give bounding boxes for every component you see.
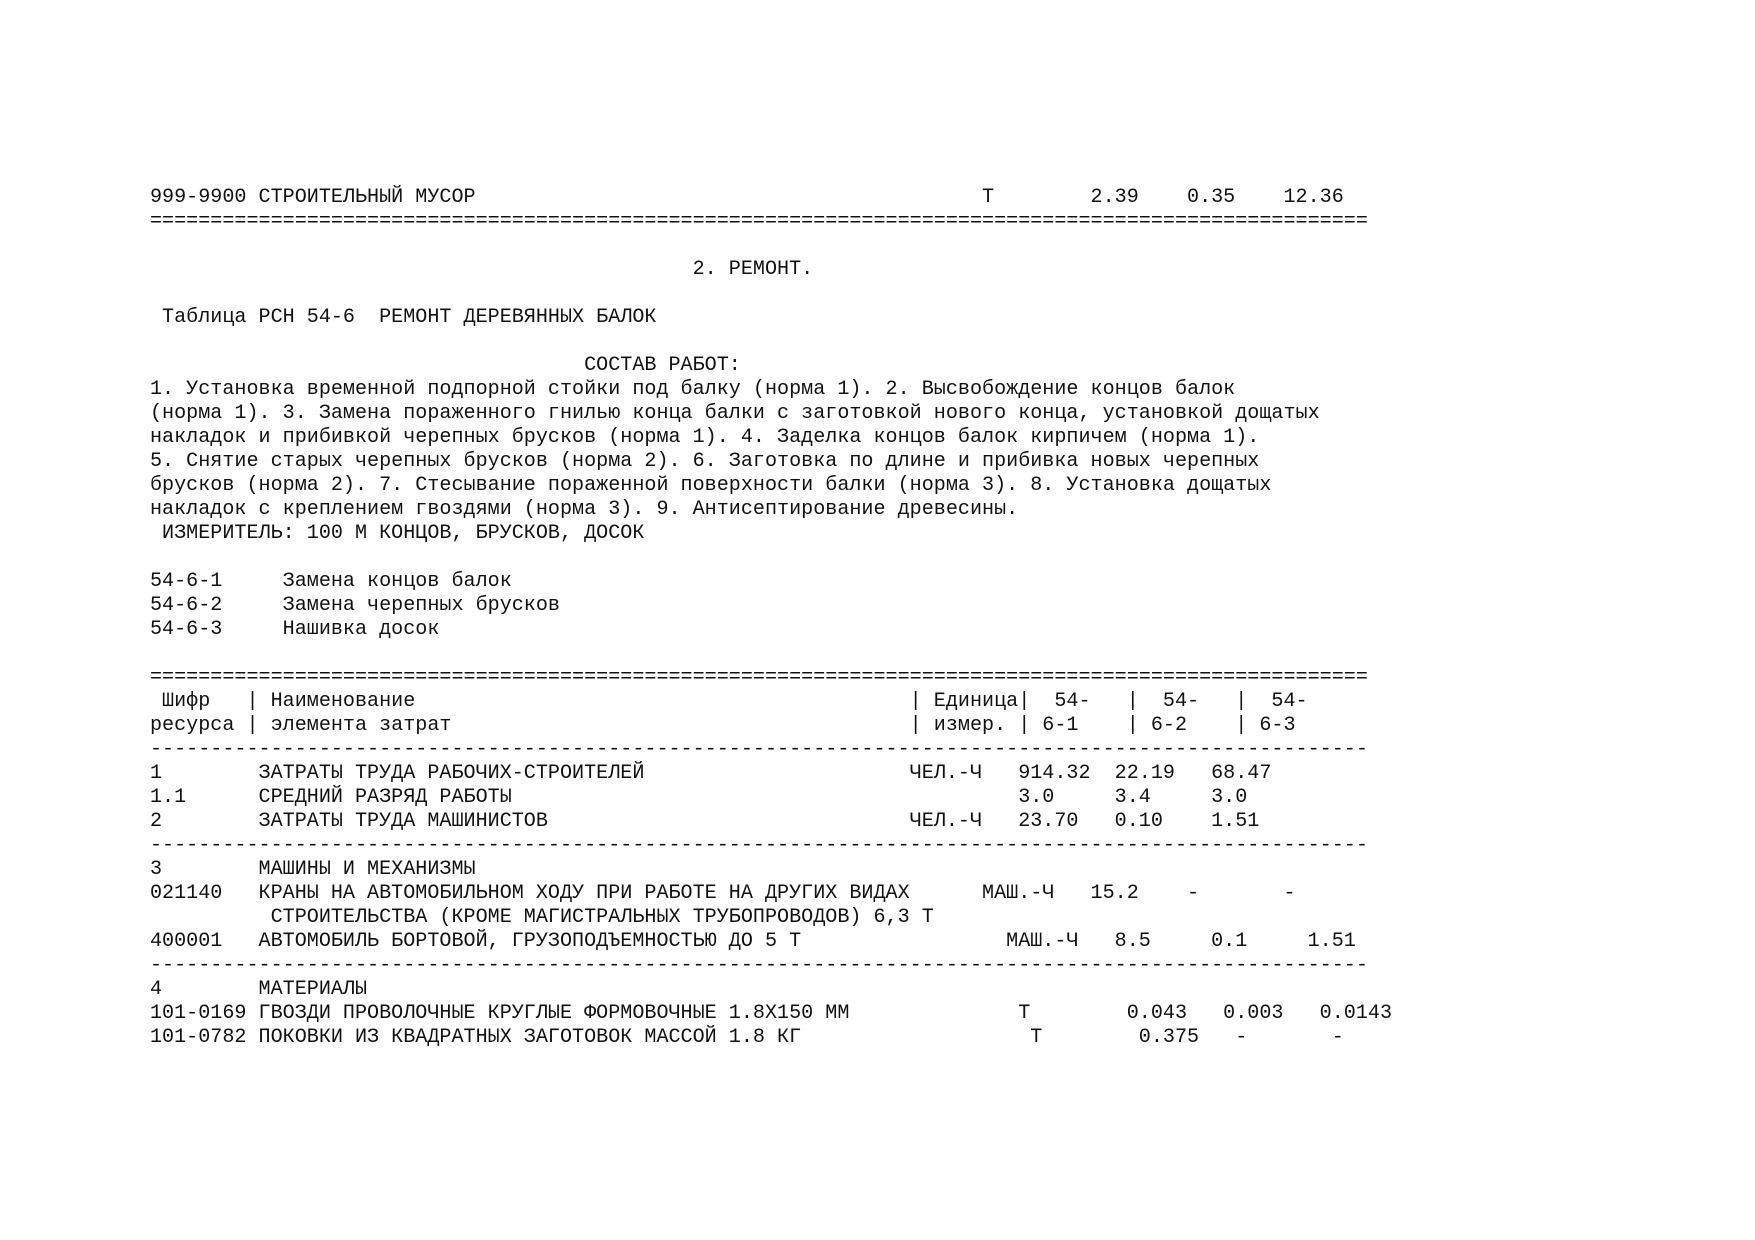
norm-item: 54-6-2 Замена черепных брусков [150,594,560,617]
table-row: 101-0169 ГВОЗДИ ПРОВОЛОЧНЫЕ КРУГЛЫЕ ФОРМОВОЧНЫЕ 1.8Х150 ММ Т 0.043 0.003 0.0143 [150,1002,1392,1025]
section-title: 2. РЕМОНТ. [150,258,814,281]
table-row: 1.1 СРЕДНИЙ РАЗРЯД РАБОТЫ 3.0 3.4 3.0 [150,786,1248,809]
table-row: 2 ЗАТРАТЫ ТРУДА МАШИНИСТОВ ЧЕЛ.-Ч 23.70 0.10 1.51 [150,810,1260,833]
work-description-line: 5. Снятие старых черепных брусков (норма 2). 6. Заготовка по длине и прибивка новых черепных [150,450,1260,473]
work-description-line: накладок и прибивкой черепных брусков (норма 1). 4. Заделка концов балок кирпичем (норма 1). [150,426,1260,449]
table-row: 3 МАШИНЫ И МЕХАНИЗМЫ [150,858,476,881]
table-caption: Таблица РСН 54-6 РЕМОНТ ДЕРЕВЯННЫХ БАЛОК [150,306,657,329]
work-description-line: (норма 1). 3. Замена пораженного гнилью конца балки с заготовкой нового конца, установкой дощатых [150,402,1320,425]
norm-item: 54-6-3 Нашивка досок [150,618,440,641]
work-composition-heading: СОСТАВ РАБОТ: [150,354,741,377]
dashed-rule: ----------------------------------------------------------------------------------------------------- [150,834,1368,857]
double-rule: ===================================================================================================== [150,666,1368,689]
table-header-line: Шифр | Наименование | Единица| 54- | 54- | 54- [150,690,1308,713]
work-description-line: 1. Установка временной подпорной стойки под балку (норма 1). 2. Высвобождение концов балок [150,378,1236,401]
work-description-line: накладок с креплением гвоздями (норма 3). 9. Антисептирование древесины. [150,498,1019,521]
dashed-rule: ----------------------------------------------------------------------------------------------------- [150,954,1368,977]
table-row: 400001 АВТОМОБИЛЬ БОРТОВОЙ, ГРУЗОПОДЪЕМНОСТЬЮ ДО 5 Т МАШ.-Ч 8.5 0.1 1.51 [150,930,1356,953]
table-row: 1 ЗАТРАТЫ ТРУДА РАБОЧИХ-СТРОИТЕЛЕЙ ЧЕЛ.-Ч 914.32 22.19 68.47 [150,762,1272,785]
table-row: 101-0782 ПОКОВКИ ИЗ КВАДРАТНЫХ ЗАГОТОВОК МАССОЙ 1.8 КГ Т 0.375 - - [150,1026,1344,1049]
resource-row: 999-9900 СТРОИТЕЛЬНЫЙ МУСОР Т 2.39 0.35 12.36 [150,186,1344,209]
table-header-line: ресурса | элемента затрат | измер. | 6-1 | 6-2 | 6-3 [150,714,1296,737]
table-row: СТРОИТЕЛЬСТВА (КРОМЕ МАГИСТРАЛЬНЫХ ТРУБОПРОВОДОВ) 6,3 Т [150,906,934,929]
table-row: 4 МАТЕРИАЛЫ [150,978,368,1001]
dashed-rule: ----------------------------------------------------------------------------------------------------- [150,738,1368,761]
norm-item: 54-6-1 Замена концов балок [150,570,512,593]
measure-unit: ИЗМЕРИТЕЛЬ: 100 М КОНЦОВ, БРУСКОВ, ДОСОК [150,522,645,545]
table-row: 021140 КРАНЫ НА АВТОМОБИЛЬНОМ ХОДУ ПРИ РАБОТЕ НА ДРУГИХ ВИДАХ МАШ.-Ч 15.2 - - [150,882,1296,905]
double-rule: ===================================================================================================== [150,210,1368,233]
work-description-line: брусков (норма 2). 7. Стесывание пораженной поверхности балки (норма 3). 8. Установка дощатых [150,474,1272,497]
